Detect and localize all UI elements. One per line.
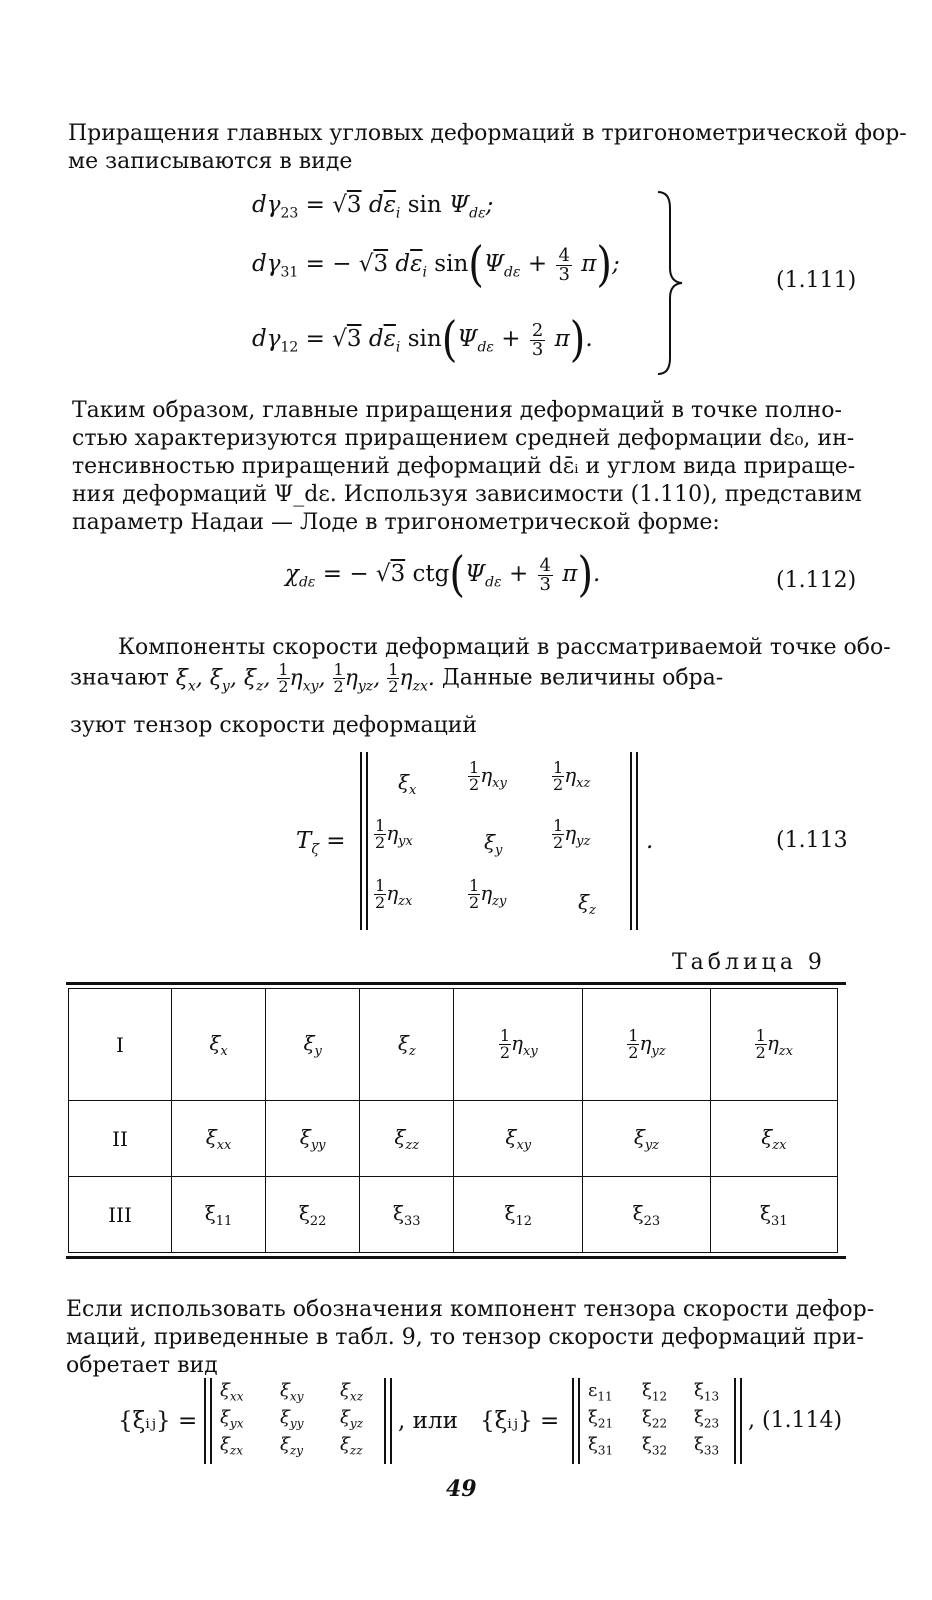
cell-xi-x: $\xi_x$ xyxy=(172,989,266,1101)
cell-xi-31: $\xi_{31}$ xyxy=(710,1177,837,1253)
cell-eta-xy: $\frac{1}{2}$ $\eta_{xy}$ xyxy=(454,989,583,1101)
paragraph-3-line-1: Компоненты скорости деформаций в рассматриваемой точке обо- xyxy=(118,635,891,660)
table-bottom-rule xyxy=(66,1256,846,1259)
intro-line-2: ме записываются в виде xyxy=(68,149,353,174)
matrix-bar-left-1 xyxy=(360,752,362,930)
cell-xi-yy: $\xi_{yy}$ xyxy=(266,1101,360,1177)
paragraph-2 xyxy=(72,397,862,537)
matrix-a-bar-l2 xyxy=(210,1378,212,1464)
cell-xi-yz: $\xi_{yz}$ xyxy=(583,1101,710,1177)
matrix-b-bar-l2 xyxy=(578,1378,580,1464)
equation-1-111-row-3: $d\gamma_{12} = √3$ $d\overline{\varepsilon}_i$ $\sin(\Psi_{d\varepsilon}$ + $\frac{2}{3}$ π). xyxy=(252,312,593,368)
table-9-caption: Таблица 9 xyxy=(672,950,826,975)
para3-line2-start: значают xyxy=(70,665,169,691)
equation-1-111-row-1: $d\gamma_{23} = √3$ $d\overline{\varepsilon}_i$ $\sin \Psi_{d\varepsilon}$; xyxy=(252,192,494,222)
chi-symbol: χ xyxy=(285,561,299,587)
table-top-rule xyxy=(66,982,846,985)
row-2-label: II xyxy=(69,1101,172,1177)
right-brace xyxy=(650,188,690,378)
cell-xi-zx: $\xi_{zx}$ xyxy=(710,1101,837,1177)
cell-xi-zz: $\xi_{zz}$ xyxy=(360,1101,454,1177)
para2-line-3: тенсивностью приращений деформаций dε̄ᵢ и углом вида прираще- xyxy=(72,454,856,479)
equation-1-111-row-2: $d\gamma_{31}$ = − √3 $d\overline{\varepsilon}_i$ $\sin(\Psi_{d\varepsilon}$ + $\frac{4}{3}$ π); xyxy=(252,237,620,293)
matrix-b-cells: $\varepsilon_{11}$ $\xi_{12}$ $\xi_{13}$ $\xi_{21}$ $\xi_{22}$ $\xi_{23}$ $\xi_{31}$ $\xi_{32}$ $\xi_{33}$ xyxy=(588,1380,720,1458)
paragraph-3-line-3: зуют тензор скорости деформаций xyxy=(70,713,478,738)
cell-xi-xx: $\xi_{xx}$ xyxy=(172,1101,266,1177)
row-3-label: III xyxy=(69,1177,172,1253)
matrix-bar-right-2 xyxy=(636,752,638,930)
equation-1-112: $\chi_{d\varepsilon}$ = − √3 $ctg(\Psi_{d\varepsilon}$ + $\frac{4}{3}$ π). xyxy=(285,547,601,603)
para4-line-3: обретает вид xyxy=(66,1353,218,1378)
table-9 xyxy=(68,988,838,1253)
cell-xi-z: $\xi_z$ xyxy=(360,989,454,1101)
cell-xi-11: $\xi_{11}$ xyxy=(172,1177,266,1253)
cell-xi-12: $\xi_{12}$ xyxy=(454,1177,583,1253)
matrix-a-bar-r2 xyxy=(390,1378,392,1464)
paragraph-3-line-2: значают $\xi_x$, $\xi_y$, $\xi_z$, $\frac{1}{2}$ $\eta_{xy}$, $\frac{1}{2}$ $\eta_{yz}$, $\frac{1}{2}$ $\eta_{zx}$. Данные величины обра- xyxy=(70,660,724,696)
para2-line-4: ния деформаций Ψ_dε. Используя зависимости (1.110), представим xyxy=(72,482,862,507)
cell-xi-y: $\xi_y$ xyxy=(266,989,360,1101)
cell-xi-33: $\xi_{33}$ xyxy=(360,1177,454,1253)
matrix-1-113-period: . xyxy=(646,828,654,854)
para2-line-1: Таким образом, главные приращения деформаций в точке полно- xyxy=(72,398,842,423)
para2-line-2: стью характеризуются приращением средней деформации dε₀, ин- xyxy=(72,426,855,451)
cell-eta-yz: $\frac{1}{2}$ $\eta_{yz}$ xyxy=(583,989,710,1101)
row-1-label: I xyxy=(69,989,172,1101)
matrix-b-bar-r1 xyxy=(734,1378,736,1464)
equation-1-113-lhs: $T_\zeta$ = xyxy=(296,828,346,858)
matrix-1-113-cells: $\xi_x$ $\frac{1}{2}$ $\eta_{xy}$ $\frac{1}{2}$ $\eta_{xz}$ $\frac{1}{2}$ $\eta_{yx}$ $\xi_y$ $\frac{1}{2}$ $\eta_{yz}$ $\frac{1}{2}$ $\eta_{zx}$ $\frac{1}{2}$ $\eta_{zy}$ $\xi_z$ xyxy=(375,758,596,918)
matrix-a-bar-r1 xyxy=(384,1378,386,1464)
para4-line-2: маций, приведенные в табл. 9, то тензор скорости деформаций при- xyxy=(66,1325,864,1350)
matrix-a-cells: $\xi_{xx}$ $\xi_{xy}$ $\xi_{xz}$ $\xi_{yx}$ $\xi_{yy}$ $\xi_{yz}$ $\xi_{zx}$ $\xi_{zy}$ $\xi_{zz}$ xyxy=(220,1380,364,1458)
cell-xi-23: $\xi_{23}$ xyxy=(583,1177,710,1253)
cell-eta-zx: $\frac{1}{2}$ $\eta_{zx}$ xyxy=(710,989,837,1101)
equation-1-114-or: , или xyxy=(398,1408,458,1434)
matrix-a-bar-l1 xyxy=(204,1378,206,1464)
para3-line2-end: Данные величины обра- xyxy=(441,665,724,691)
matrix-b-bar-r2 xyxy=(740,1378,742,1464)
equation-number-1-111: (1.111) xyxy=(776,268,857,293)
matrix-bar-left-2 xyxy=(366,752,368,930)
intro-line-1: Приращения главных угловых деформаций в тригонометрической фор- xyxy=(68,121,907,146)
para4-line-1: Если использовать обозначения компонент тензора скорости дефор- xyxy=(66,1297,875,1322)
intro-paragraph xyxy=(68,120,907,176)
matrix-b-bar-l1 xyxy=(572,1378,574,1464)
T-symbol: T xyxy=(296,828,312,854)
equation-number-1-114: , (1.114) xyxy=(748,1408,843,1433)
equation-number-1-112: (1.112) xyxy=(776,568,857,593)
paragraph-4 xyxy=(66,1296,875,1380)
cell-xi-22: $\xi_{22}$ xyxy=(266,1177,360,1253)
page-number: 49 xyxy=(446,1476,477,1502)
equation-number-1-113: (1.113 xyxy=(776,828,848,853)
cell-xi-xy: $\xi_{xy}$ xyxy=(454,1101,583,1177)
para2-line-5: параметр Надаи — Лоде в тригонометрической форме: xyxy=(72,510,720,535)
equation-1-114-lhs-2: {ξᵢⱼ} = xyxy=(480,1408,560,1434)
equation-1-114-lhs-1: {ξᵢⱼ} = xyxy=(118,1408,198,1434)
matrix-bar-right-1 xyxy=(630,752,632,930)
